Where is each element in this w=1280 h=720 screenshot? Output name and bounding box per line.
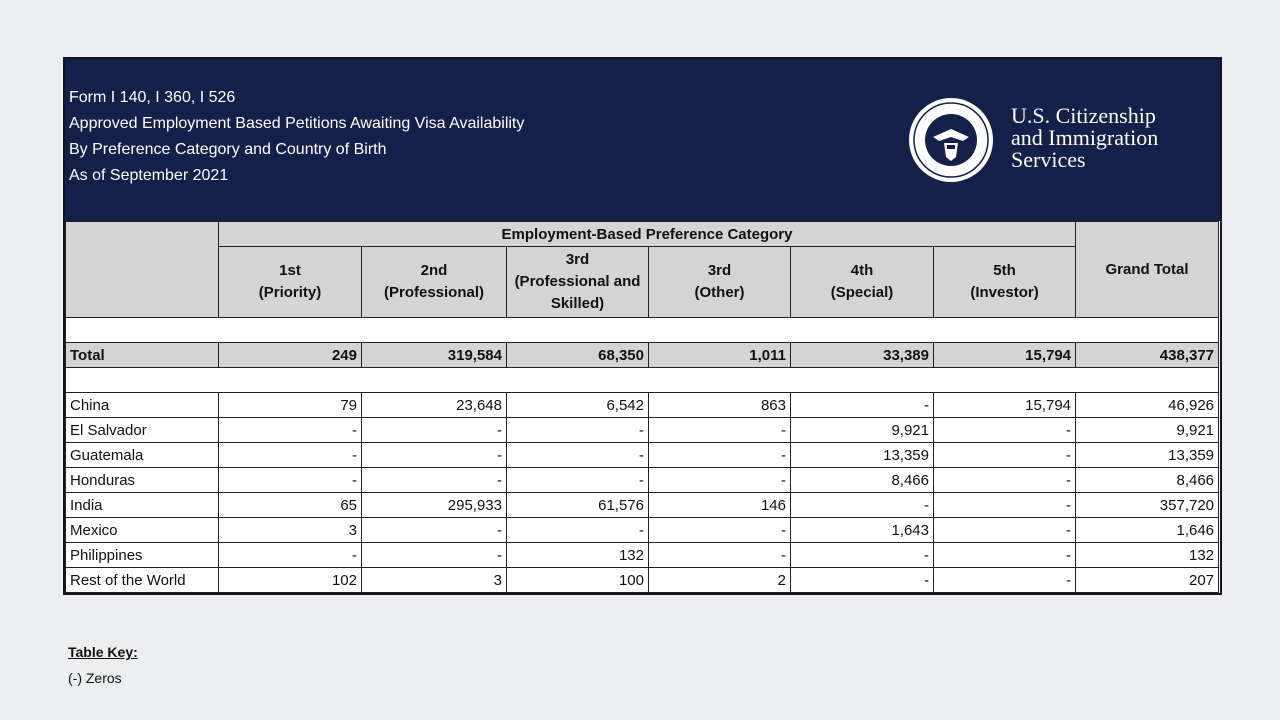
column-header: 5th (Investor): [934, 247, 1076, 318]
table-cell: 102: [219, 568, 362, 593]
table-row: [66, 393, 1219, 418]
table-key-title: Table Key:: [68, 644, 138, 660]
table-cell: 2: [649, 568, 791, 593]
table-cell: 1,011: [649, 343, 791, 368]
table-cell: 13,359: [1076, 443, 1219, 468]
table-cell: 9,921: [791, 418, 934, 443]
table-row: [66, 418, 1219, 443]
table-cell: 6,542: [507, 393, 649, 418]
table-cell: -: [649, 443, 791, 468]
spacer-row: [66, 368, 1219, 393]
table-cell: -: [649, 468, 791, 493]
grand-total-header: Grand Total: [1076, 222, 1219, 318]
table-cell: -: [934, 568, 1076, 593]
table-cell: -: [934, 493, 1076, 518]
table-cell: -: [934, 418, 1076, 443]
table-key: [68, 644, 138, 686]
table-cell: 146: [649, 493, 791, 518]
column-header: 2nd (Professional): [362, 247, 507, 318]
table-cell: -: [791, 393, 934, 418]
table-cell: 1,643: [791, 518, 934, 543]
table-cell: -: [362, 468, 507, 493]
corner-cell: [66, 222, 219, 318]
table-cell: -: [649, 418, 791, 443]
table-cell: 132: [1076, 543, 1219, 568]
table-cell: 100: [507, 568, 649, 593]
table-row: [66, 493, 1219, 518]
report-document: [63, 57, 1222, 595]
table-cell: 68,350: [507, 343, 649, 368]
table-cell: -: [507, 443, 649, 468]
table-cell: 319,584: [362, 343, 507, 368]
row-label: Philippines: [66, 543, 219, 568]
agency-line-2: and Immigration: [1011, 125, 1159, 150]
uscis-wordmark: [1011, 105, 1158, 171]
table-cell: -: [934, 443, 1076, 468]
report-header: [65, 59, 1220, 221]
dhs-seal-icon: [908, 97, 994, 183]
row-label: El Salvador: [66, 418, 219, 443]
table-row: [66, 543, 1219, 568]
report-subtitle: By Preference Category and Country of Birth: [69, 141, 387, 158]
row-label: Honduras: [66, 468, 219, 493]
table-cell: -: [507, 468, 649, 493]
table-cell: 3: [362, 568, 507, 593]
agency-line-1: U.S. Citizenship: [1011, 103, 1156, 128]
table-cell: -: [791, 493, 934, 518]
row-label: China: [66, 393, 219, 418]
table-cell: -: [791, 543, 934, 568]
table-cell: -: [791, 568, 934, 593]
column-header: 1st (Priority): [219, 247, 362, 318]
table-cell: -: [934, 543, 1076, 568]
row-label: India: [66, 493, 219, 518]
spacer-row: [66, 318, 1219, 343]
report-date: As of September 2021: [69, 167, 229, 184]
table-key-item: (-) Zeros: [68, 670, 122, 686]
agency-line-3: Services: [1011, 147, 1086, 172]
table-cell: -: [507, 418, 649, 443]
table-cell: -: [219, 543, 362, 568]
table-cell: 23,648: [362, 393, 507, 418]
table-cell: 132: [507, 543, 649, 568]
table-cell: 46,926: [1076, 393, 1219, 418]
table-cell: -: [934, 468, 1076, 493]
table-cell: 9,921: [1076, 418, 1219, 443]
table-cell: 863: [649, 393, 791, 418]
table-cell: -: [219, 418, 362, 443]
table-cell: 65: [219, 493, 362, 518]
table-cell: 438,377: [1076, 343, 1219, 368]
report-title-block: [69, 85, 524, 189]
table-cell: 1,646: [1076, 518, 1219, 543]
table-cell: 15,794: [934, 343, 1076, 368]
total-row: [66, 343, 1219, 368]
table-cell: -: [219, 468, 362, 493]
table-cell: -: [507, 518, 649, 543]
table-cell: 357,720: [1076, 493, 1219, 518]
table-cell: 13,359: [791, 443, 934, 468]
table-cell: -: [219, 443, 362, 468]
table-cell: 61,576: [507, 493, 649, 518]
column-header: 4th (Special): [791, 247, 934, 318]
row-label: Mexico: [66, 518, 219, 543]
report-title: Approved Employment Based Petitions Awaiting Visa Availability: [69, 115, 525, 132]
table-row: [66, 443, 1219, 468]
table-cell: -: [649, 543, 791, 568]
table-cell: 79: [219, 393, 362, 418]
petitions-table: [65, 221, 1219, 593]
table-cell: 8,466: [791, 468, 934, 493]
table-cell: -: [649, 518, 791, 543]
column-header: 3rd (Other): [649, 247, 791, 318]
group-header-row: [66, 222, 1219, 247]
table-cell: 295,933: [362, 493, 507, 518]
table-cell: 207: [1076, 568, 1219, 593]
row-label: Rest of the World: [66, 568, 219, 593]
table-cell: 15,794: [934, 393, 1076, 418]
table-row: [66, 468, 1219, 493]
row-label: Guatemala: [66, 443, 219, 468]
column-header: 3rd (Professional and Skilled): [507, 247, 649, 318]
table-row: [66, 518, 1219, 543]
table-cell: -: [362, 443, 507, 468]
form-numbers: Form I 140, I 360, I 526: [69, 89, 236, 106]
category-group-header: Employment-Based Preference Category: [219, 222, 1076, 247]
table-row: [66, 568, 1219, 593]
table-cell: 33,389: [791, 343, 934, 368]
table-cell: 249: [219, 343, 362, 368]
table-cell: 8,466: [1076, 468, 1219, 493]
table-cell: -: [934, 518, 1076, 543]
table-cell: -: [362, 543, 507, 568]
table-cell: 3: [219, 518, 362, 543]
row-label: Total: [66, 343, 219, 368]
table-cell: -: [362, 518, 507, 543]
column-header-row: [66, 247, 1219, 318]
table-cell: -: [362, 418, 507, 443]
